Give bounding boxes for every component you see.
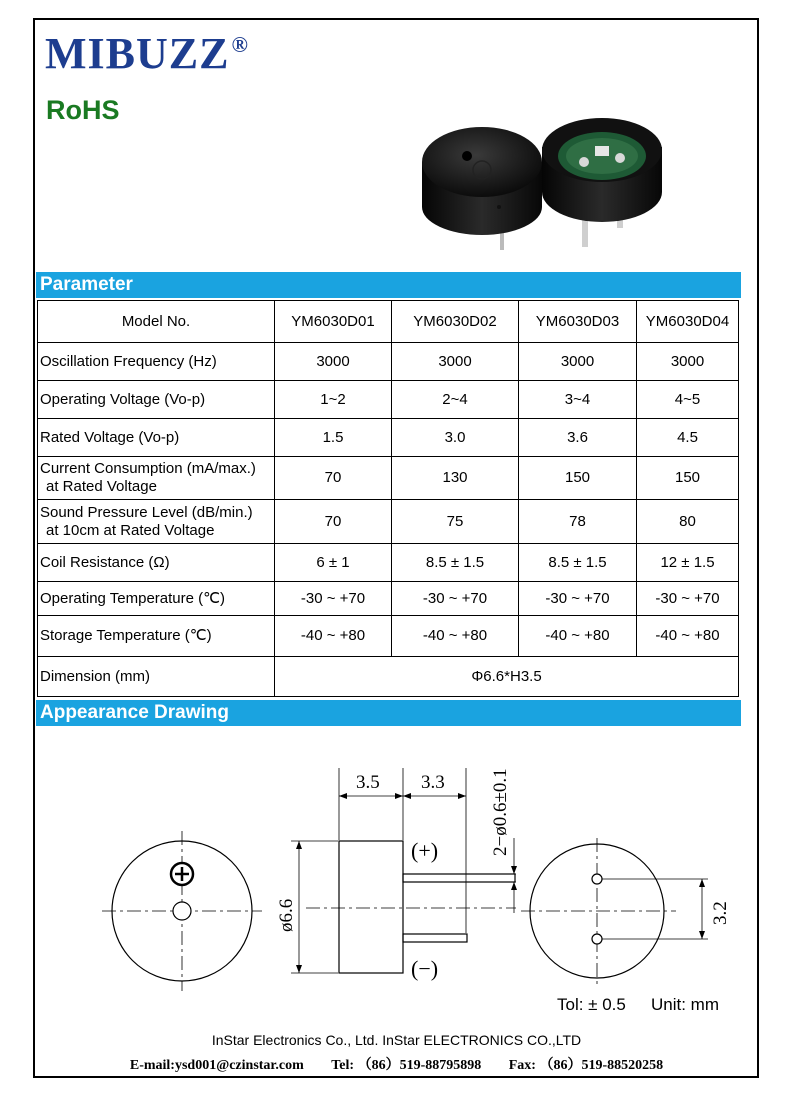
row-label: Current Consumption (mA/max.) at Rated Voltage [38, 457, 275, 500]
section-parameter: Parameter [36, 272, 741, 298]
appearance-drawing [36, 728, 741, 1018]
product-photo [412, 112, 672, 252]
table-row [38, 616, 739, 657]
table-cell: 80 [637, 500, 739, 544]
model-header: YM6030D03 [519, 301, 637, 343]
table-header-row [38, 301, 739, 343]
model-header: YM6030D04 [637, 301, 739, 343]
table-cell: 1~2 [275, 381, 392, 419]
table-cell: 3000 [275, 343, 392, 381]
table-cell: 75 [392, 500, 519, 544]
table-row [38, 582, 739, 616]
table-cell: 3000 [519, 343, 637, 381]
pitch-label: 3.2 [710, 901, 731, 925]
row-label: Operating Temperature (℃) [38, 582, 275, 616]
model-header: YM6030D02 [392, 301, 519, 343]
table-cell: -40 ~ +80 [637, 616, 739, 657]
table-row [38, 500, 739, 544]
footer-email: E-mail:ysd001@czinstar.com [129, 1058, 304, 1073]
footer-company: InStar Electronics Co., Ltd. InStar ELECTRONICS CO.,LTD [211, 1032, 582, 1048]
dim-label-b: 3.3 [421, 772, 445, 793]
table-cell: 70 [275, 500, 392, 544]
table-cell: 8.5 ± 1.5 [392, 544, 519, 582]
table-row [38, 457, 739, 500]
table-cell: 2~4 [392, 381, 519, 419]
table-cell: 8.5 ± 1.5 [519, 544, 637, 582]
row-label: Operating Voltage (Vo-p) [38, 381, 275, 419]
plus-terminal-label: (+) [411, 838, 439, 863]
table-cell: 150 [637, 457, 739, 500]
section-appearance: Appearance Drawing [36, 700, 741, 726]
table-cell: 3000 [392, 343, 519, 381]
body-diameter-label: ø6.6 [276, 898, 297, 932]
table-cell: 6 ± 1 [275, 544, 392, 582]
table-cell: 4~5 [637, 381, 739, 419]
row-label: Oscillation Frequency (Hz) [38, 343, 275, 381]
table-header-label: Model No. [38, 301, 275, 343]
table-cell: -40 ~ +80 [519, 616, 637, 657]
table-cell: -30 ~ +70 [519, 582, 637, 616]
table-row [38, 544, 739, 582]
minus-terminal-label: (−) [411, 956, 439, 981]
row-label: Rated Voltage (Vo-p) [38, 419, 275, 457]
footer-contacts [0, 1054, 793, 1074]
dim-label-a: 3.5 [356, 772, 380, 793]
table-cell: 150 [519, 457, 637, 500]
table-row [38, 419, 739, 457]
table-cell: 1.5 [275, 419, 392, 457]
tolerance-note: Tol: ± 0.5 [557, 995, 626, 1014]
table-row [38, 343, 739, 381]
table-cell: 78 [519, 500, 637, 544]
table-cell: -40 ~ +80 [275, 616, 392, 657]
table-cell: -40 ~ +80 [392, 616, 519, 657]
row-label: Coil Resistance (Ω) [38, 544, 275, 582]
footer-tel: Tel: （86）519-88795898 [331, 1058, 482, 1073]
dimension-value: Φ6.6*H3.5 [275, 657, 739, 697]
table-cell: 3.6 [519, 419, 637, 457]
row-label: Sound Pressure Level (dB/min.) at 10cm at Rated Voltage [38, 500, 275, 544]
table-row [38, 657, 739, 697]
pin-diameter-label: 2−ø0.6±0.1 [490, 768, 511, 856]
table-cell: 4.5 [637, 419, 739, 457]
side-view-body [339, 841, 403, 973]
table-cell: -30 ~ +70 [392, 582, 519, 616]
table-cell: 3~4 [519, 381, 637, 419]
footer-fax: Fax: （86）519-88520258 [508, 1058, 664, 1073]
table-cell: 3.0 [392, 419, 519, 457]
table-cell: 70 [275, 457, 392, 500]
table-cell: 130 [392, 457, 519, 500]
table-row [38, 381, 739, 419]
unit-note: Unit: mm [651, 995, 719, 1014]
model-header: YM6030D01 [275, 301, 392, 343]
parameter-table [37, 300, 739, 697]
table-cell: 3000 [637, 343, 739, 381]
table-cell: -30 ~ +70 [275, 582, 392, 616]
rohs-label: RoHS [46, 95, 120, 125]
row-label: Storage Temperature (℃) [38, 616, 275, 657]
table-cell: -30 ~ +70 [637, 582, 739, 616]
row-label: Dimension (mm) [38, 657, 275, 697]
brand-logo: MIBUZZ® [45, 29, 249, 78]
table-cell: 12 ± 1.5 [637, 544, 739, 582]
